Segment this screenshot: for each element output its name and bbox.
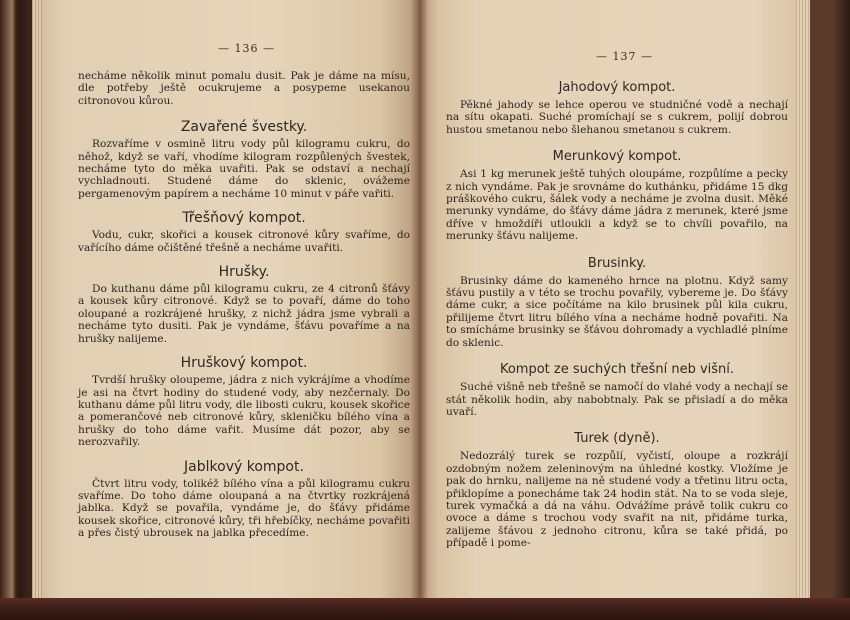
left-page — [32, 0, 418, 600]
recipe-heading: Turek (dyně). — [574, 431, 660, 447]
recipe-heading: Jablkový kompot. — [184, 458, 304, 475]
left-page-text — [78, 70, 410, 540]
recipe-heading: Kompot ze suchých třešní neb višní. — [499, 362, 735, 378]
right-page — [418, 0, 810, 600]
recipe-text: Rozvaříme v osmině litru vody půl kilogramu cukru, do něhož, když se vaří, vhodíme kilogram rozpůlených švestek, necháme tyto do měka uvařiti. Pak se odstaví a nechají vychladnouti. Studené dáme do sklenic, ovážeme pergamenovým papírem a necháme 10 minut v páře vařiti. — [78, 138, 410, 200]
page-number: — 136 — — [218, 42, 275, 55]
recipe-heading: Jahodový kompot. — [558, 80, 676, 95]
recipe-text: Asi 1 kg merunek ještě tuhých oloupáme, rozpůlíme a pecky z nich vyndáme. Pak je srovnáme do kuthánku, přidáme 15 dkg práškového cukru, šálek vody a necháme je zvolna dusit. Měké merunky vyndáme, do šťávy dáme jádra z merunek, které jsme dříve v hmoždíři utloukli a když se to chvíli povařilo, na merunky šťávu nalijeme. — [446, 168, 788, 243]
intro-paragraph: necháme několik minut pomalu dusit. Pak je dáme na mísu, dle potřeby ještě ocukrujeme a posypeme usekanou citronovou kůrou. — [78, 70, 410, 107]
recipe-heading: Merunkový kompot. — [552, 149, 682, 165]
recipe-heading: Hrušky. — [218, 264, 270, 281]
page-number: — 137 — — [596, 50, 653, 63]
recipe-heading: Zavařené švestky. — [180, 119, 308, 136]
recipe-text: Nedozrálý turek se rozpůlí, vyčistí, oloupe a rozkrájí ozdobným nožem zeleninovým na úhledné kostky. Vložíme je pak do hrnku, nalijeme na ně studené vody a třetinu litru octa, přiklopíme a ponecháme tak 24 hodin stát. Na to se voda sleje, turek vymačká a dá na váhu. Odvážíme právě tolik cukru co ovoce a dáme s trochou vody svařit na nit, přidáme turka, zalijeme šťávou z jednoho citronu, kůra se také přidá, po případě i pome- — [446, 450, 788, 550]
recipe-heading: Brusinky. — [587, 255, 647, 271]
recipe-text: Čtvrt litru vody, tolikéž bílého vína a půl kilogramu cukru svaříme. Do toho dáme oloupaná a na čtvrtky rozkrájená jablka. Když se povařila, vyndáme je, do šťávy přidáme kousek skořice, citronové kůry, tři hřebíčky, necháme povařiti a přes čistý ubrousek na jablka přecedíme. — [78, 477, 410, 540]
recipe-text: Pěkné jahody se lehce operou ve studničné vodě a nechají na sítu okapati. Suché promíchají se s cukrem, polijí dobrou hustou smetanou nebo šlehanou smetanou s cukrem. — [446, 99, 788, 136]
recipe-text: Do kuthanu dáme půl kilogramu cukru, ze 4 citronů šťávy a kousek kůry citronové. Když se to povaří, dáme do toho oloupané a rozkrájené hrušky, z nichž jádra jsme vybrali a necháme tyto dusiti. Pak je vyndáme, šťávu povaříme a na hrušky nalijeme. — [78, 283, 410, 345]
recipe-heading: Hruškový kompot. — [180, 355, 308, 372]
recipe-heading: Třešňový kompot. — [182, 210, 306, 227]
recipe-text: Brusinky dáme do kameného hrnce na plotnu. Když samy šťávu pustily a v této se trochu povařily, vybereme je. Do šťávy dáme cukr, a sice počítáme na kilo brusinek půl kila cukru, přilijeme čtvrt litru bílého vína a necháme hodně povařiti. Na to smícháme brusinky se šťávou dohromady a vychladlé plníme do sklenic. — [446, 274, 788, 349]
book-gutter — [410, 0, 428, 605]
recipe-text: Suché višně neb třešně se namočí do vlahé vody a nechají se stát několik hodin, aby nabobtnaly. Pak se přisladí a do měka uvaří. — [446, 381, 788, 418]
recipe-text: Vodu, cukr, skořici a kousek citronové kůry svaříme, do vařícího dáme očištěné třešně a necháme uvařiti. — [78, 229, 410, 254]
right-page-text — [446, 80, 788, 550]
book-cover-edge — [0, 598, 850, 620]
recipe-text: Tvrdší hrušky oloupeme, jádra z nich vykrájíme a vhodíme je asi na čtvrt hodiny do studené vody, aby nezčernaly. Do kuthanu dáme půl litru vody, dle libosti cukru, kousek skořice a pomerančové neb citronové kůry, skleničku bílého vína a hrušky do toho dáme vařit. Musíme dát pozor, aby se nerozvařily. — [78, 374, 410, 449]
